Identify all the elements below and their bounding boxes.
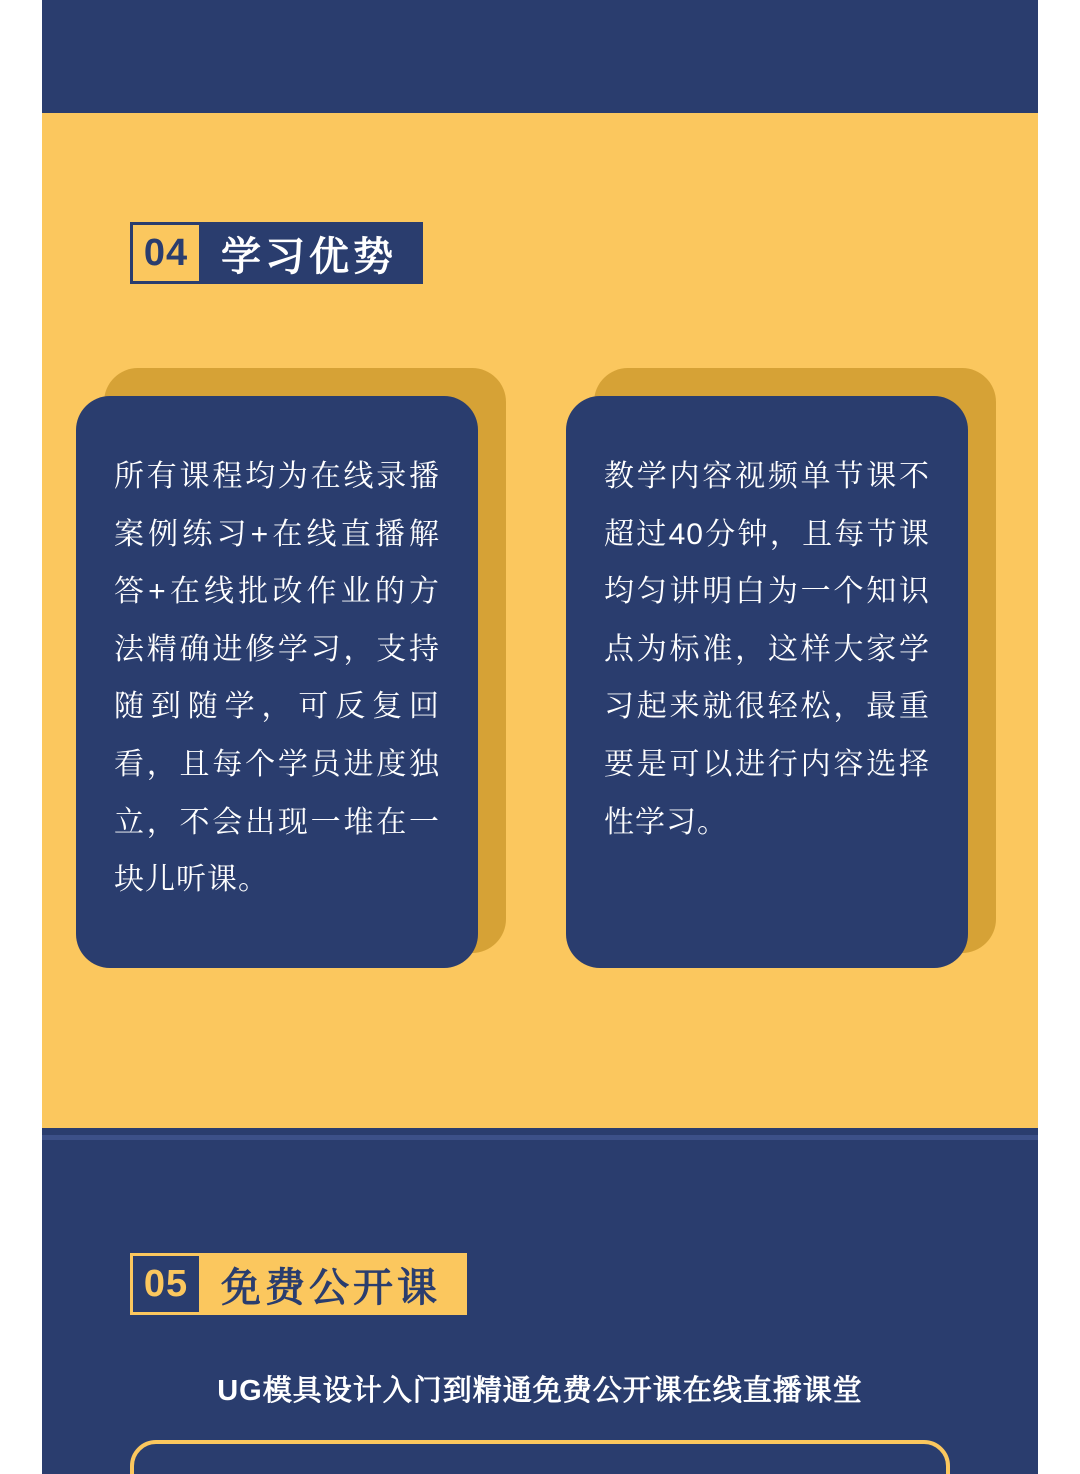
section-05-heading — [130, 1253, 467, 1315]
section-05-subtitle: UG模具设计入门到精通免费公开课在线直播课堂 — [217, 1375, 863, 1407]
section-04-title-bar — [199, 222, 423, 284]
advantage-card-1-text: 所有课程均为在线录播案例练习+在线直播解答+在线批改作业的方法精确进修学习，支持随到随学，可反复回看，且每个学员进度独立，不会出现一堆在一块儿听课。 — [114, 460, 440, 897]
left-margin — [0, 0, 42, 1474]
section-divider — [42, 1135, 1038, 1140]
card-body — [76, 396, 478, 968]
section-04-title: 学习优势 — [221, 234, 397, 279]
section-04-number: 04 — [130, 222, 202, 284]
advantage-card-2-text: 教学内容视频单节课不超过40分钟，且每节课均匀讲明白为一个知识点为标准，这样大家学习起来就很轻松，最重要是可以进行内容选择性学习。 — [604, 460, 930, 839]
card-body — [566, 396, 968, 968]
free-class-box — [130, 1440, 950, 1474]
section-05-title: 免费公开课 — [221, 1265, 441, 1310]
section-05-title-bar — [199, 1253, 467, 1315]
right-margin — [1038, 0, 1080, 1474]
section-05-number: 05 — [130, 1253, 202, 1315]
advantage-card-2 — [566, 368, 996, 968]
section-04-heading — [130, 222, 423, 284]
advantage-card-1 — [76, 368, 506, 968]
